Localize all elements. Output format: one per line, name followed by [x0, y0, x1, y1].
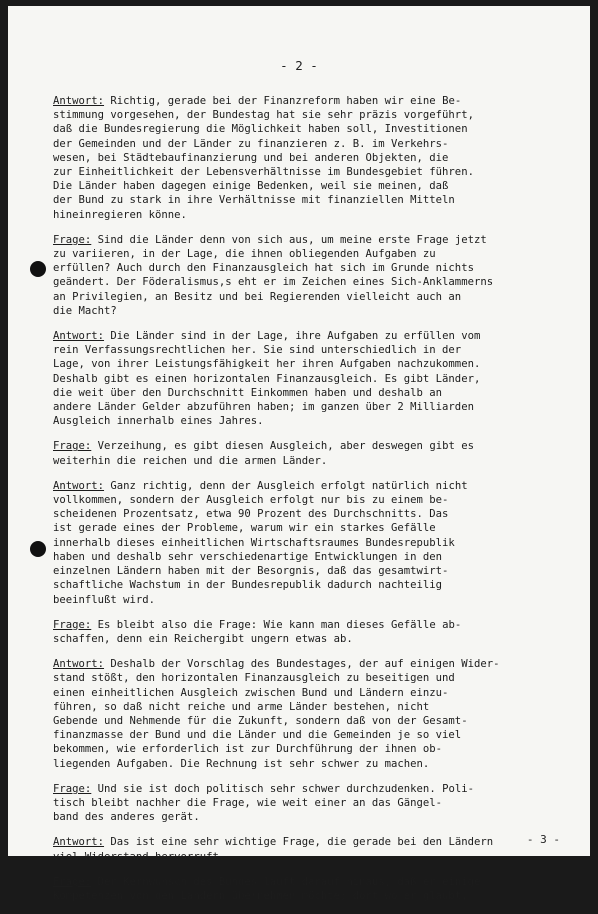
text-line — [53, 304, 573, 318]
line-text: zur Einheitlichkeit der Lebensverhältnisse im Bundesgebiet führen. — [53, 166, 474, 179]
line-text: viel Widerstand hervorruft. — [53, 850, 226, 863]
text-line — [53, 875, 573, 889]
text-line — [53, 671, 573, 685]
line-text: liegenden Aufgaben. Die Rechnung ist sehr schwer zu machen. — [53, 757, 430, 770]
line-text: Gebende und Nehmende für die Zukunft, sondern daß von der Gesamt- — [53, 714, 468, 727]
line-text: an Privilegien, an Besitz und bei Regierenden vielleicht auch an — [53, 290, 462, 303]
text-line — [53, 850, 573, 864]
text-line — [53, 550, 573, 564]
line-text: Die Länder haben dagegen einige Bedenken, weil sie meinen, daß — [53, 180, 449, 193]
line-text: Und sie ist doch politisch sehr schwer durchzudenken. Poli- — [91, 782, 474, 795]
text-line — [53, 578, 573, 592]
document-page — [8, 6, 590, 902]
text-line — [53, 686, 573, 700]
speaker-label: Frage: — [53, 233, 92, 246]
text-line — [53, 618, 573, 632]
text-line — [53, 137, 573, 151]
text-line — [53, 290, 573, 304]
text-line — [53, 261, 573, 275]
dialogue-paragraph — [53, 657, 573, 771]
continuation-mark: - 3 - — [526, 833, 560, 846]
line-text: geändert. Der Föderalismus,s eht er im Zeichen eines Sich-Anklammerns — [53, 276, 494, 289]
page-number: - 2 - — [280, 58, 318, 73]
text-line — [53, 782, 573, 796]
text-line — [53, 757, 573, 771]
line-text: einen einheitlichen Ausgleich zwischen Bund und Ländern einzu- — [53, 686, 449, 699]
line-text: der Bund zu stark in ihre Verhältnisse mit finanziellen Mitteln — [53, 194, 455, 207]
text-line — [53, 889, 573, 903]
dialogue-paragraph — [53, 618, 573, 646]
line-text: haben und deshalb sehr verschiedenartige Entwicklungen in den — [53, 550, 443, 563]
dialogue-paragraph — [53, 479, 573, 607]
dialogue-paragraph — [53, 329, 573, 428]
line-text: rein Verfassungsrechtlichen her. Sie sind unterschiedlich in der — [53, 344, 462, 357]
line-text: Der Kernwunsch des Bundes läuft darauf hinaus, daß er einige — [91, 875, 481, 888]
text-line — [53, 796, 573, 810]
text-line — [53, 193, 573, 207]
line-text: Lage, von ihrer Leistungsfähigkeit her ihren Aufgaben nachzukommen. — [53, 358, 481, 371]
text-line — [53, 700, 573, 714]
speaker-label: Antwort: — [53, 330, 105, 343]
speaker-label: Frage: — [53, 440, 92, 453]
line-text: zu variieren, in der Lage, die ihnen obliegenden Aufgaben zu — [53, 248, 436, 261]
dialogue-paragraph — [53, 233, 573, 318]
speaker-label: Frage: — [53, 782, 92, 795]
text-line — [53, 108, 573, 122]
speaker-label: Frage: — [53, 618, 92, 631]
line-text: Ganz richtig, denn der Ausgleich erfolgt natürlich nicht — [104, 479, 468, 492]
dialogue-paragraph — [53, 782, 573, 825]
line-text: Richtig, gerade bei der Finanzreform haben wir eine Be- — [104, 95, 462, 107]
line-text: vollkommen, sondern der Ausgleich erfolgt nur bis zu einem be- — [53, 494, 449, 507]
line-text: Deshalb gibt es einen horizontalen Finanzausgleich. Es gibt Länder, — [53, 372, 481, 385]
line-text: bekommen, wie erforderlich ist zur Durchführung der ihnen ob- — [53, 743, 443, 756]
text-line — [53, 179, 573, 193]
text-line — [53, 835, 573, 849]
line-text: Kompetenzen von den Ländern übernehmen möchte; dort wo er glaubt, — [53, 889, 468, 902]
punch-hole — [30, 261, 46, 277]
text-line — [53, 343, 573, 357]
dialogue-paragraph — [53, 875, 573, 903]
text-line — [53, 657, 573, 671]
text-line — [53, 454, 573, 468]
line-text: die weit über den Durchschnitt Einkommen haben und deshalb an — [53, 386, 443, 399]
text-line — [53, 810, 573, 824]
text-line — [53, 521, 573, 535]
line-text: schaffen, denn ein Reichergibt ungern etwas ab. — [53, 632, 353, 645]
line-text: erfüllen? Auch durch den Finanzausgleich hat sich im Grunde nichts — [53, 262, 474, 275]
text-line — [53, 593, 573, 607]
text-line — [53, 233, 573, 247]
speaker-label: Antwort: — [53, 479, 105, 492]
line-text: hineinregieren könne. — [53, 208, 187, 221]
line-text: beeinflußt wird. — [53, 593, 156, 606]
line-text: der Gemeinden und der Länder zu finanzieren z. B. im Verkehrs- — [53, 137, 449, 150]
line-text: stimmung vorgesehen, der Bundestag hat sie sehr präzis vorgeführt, — [53, 109, 474, 122]
line-text: andere Länder Gelder abzuführen haben; im ganzen über 2 Milliarden — [53, 401, 474, 414]
text-line — [53, 247, 573, 261]
text-line — [53, 439, 573, 453]
text-line — [53, 94, 573, 108]
text-line — [53, 151, 573, 165]
line-text: Es bleibt also die Frage: Wie kann man dieses Gefälle ab- — [91, 618, 462, 631]
punch-hole — [30, 541, 46, 557]
text-line — [53, 728, 573, 742]
text-line — [53, 165, 573, 179]
text-line — [53, 742, 573, 756]
line-text: weiterhin die reichen und die armen Länder. — [53, 454, 328, 467]
text-line — [53, 275, 573, 289]
line-text: schaftliche Wachstum in der Bundesrepublik dadurch nachteilig — [53, 579, 443, 592]
text-line — [53, 564, 573, 578]
text-line — [53, 414, 573, 428]
text-line — [53, 714, 573, 728]
text-line — [53, 507, 573, 521]
text-line — [53, 357, 573, 371]
text-line — [53, 122, 573, 136]
text-line — [53, 329, 573, 343]
line-text: die Macht? — [53, 304, 117, 317]
interview-transcript — [53, 94, 573, 914]
line-text: Sind die Länder denn von sich aus, um meine erste Frage jetzt — [91, 233, 487, 246]
line-text: stand stößt, den horizontalen Finanzausgleich zu beseitigen und — [53, 672, 455, 685]
text-line — [53, 208, 573, 222]
text-line — [53, 632, 573, 646]
line-text: ist gerade eines der Probleme, warum wir ein starkes Gefälle — [53, 522, 436, 535]
text-line — [53, 386, 573, 400]
line-text: führen, so daß nicht reiche und arme Länder bestehen, nicht — [53, 700, 430, 713]
dialogue-paragraph — [53, 94, 573, 222]
text-line — [53, 536, 573, 550]
line-text: finanzmasse der Bund und die Länder und die Gemeinden je so viel — [53, 729, 462, 742]
line-text: daß die Bundesregierung die Möglichkeit haben soll, Investitionen — [53, 123, 468, 136]
line-text: Deshalb der Vorschlag des Bundestages, der auf einigen Wider- — [104, 658, 500, 671]
speaker-label: Antwort: — [53, 836, 105, 849]
line-text: scheidenen Prozentsatz, etwa 90 Prozent des Durchschnitts. Das — [53, 508, 449, 521]
speaker-label: Frage: — [53, 875, 92, 888]
line-text: Das ist eine sehr wichtige Frage, die gerade bei den Ländern — [104, 836, 494, 849]
text-line — [53, 479, 573, 493]
line-text: wesen, bei Städtebaufinanzierung und bei anderen Objekten, die — [53, 151, 449, 164]
speaker-label: Antwort: — [53, 95, 105, 107]
line-text: Die Länder sind in der Lage, ihre Aufgaben zu erfüllen vom — [104, 330, 481, 343]
text-line — [53, 400, 573, 414]
line-text: Ausgleich innerhalb eines Jahres. — [53, 415, 264, 428]
dialogue-paragraph — [53, 439, 573, 467]
line-text: innerhalb dieses einheitlichen Wirtschaftsraumes Bundesrepublik — [53, 536, 455, 549]
text-line — [53, 493, 573, 507]
dialogue-paragraph — [53, 835, 573, 863]
text-line — [53, 372, 573, 386]
line-text: tisch bleibt nachher die Frage, wie weit einer an das Gängel- — [53, 796, 443, 809]
line-text: Verzeihung, es gibt diesen Ausgleich, aber deswegen gibt es — [91, 440, 474, 453]
line-text: einzelnen Ländern haben mit der Besorgnis, daß das gesamtwirt- — [53, 565, 449, 578]
speaker-label: Antwort: — [53, 658, 105, 671]
line-text: band des anderes gerät. — [53, 811, 200, 824]
